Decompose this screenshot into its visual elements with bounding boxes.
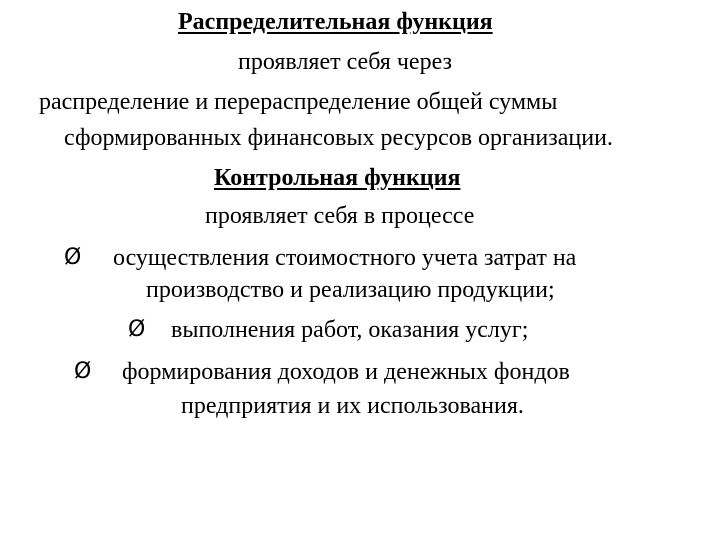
bullet-2-line-1: выполнения работ, оказания услуг; — [171, 317, 529, 343]
section-intro-distributive: проявляет себя через — [238, 49, 452, 75]
bullet-arrow-icon: Ø — [64, 245, 82, 270]
bullet-1-line-2: производство и реализацию продукции; — [146, 277, 555, 303]
bullet-arrow-icon: Ø — [74, 359, 92, 384]
body-line-2: сформированных финансовых ресурсов организации. — [64, 125, 613, 151]
bullet-3-line-2: предприятия и их использования. — [181, 393, 524, 419]
section-intro-control: проявляет себя в процессе — [205, 203, 475, 229]
section-heading-control: Контрольная функция — [214, 165, 461, 191]
bullet-3-line-1: формирования доходов и денежных фондов — [122, 359, 570, 385]
bullet-arrow-icon: Ø — [128, 317, 146, 342]
body-line-1: распределение и перераспределение общей суммы — [39, 89, 558, 115]
section-heading-distributive: Распределительная функция — [178, 9, 493, 35]
bullet-1-line-1: осуществления стоимостного учета затрат на — [113, 245, 577, 271]
